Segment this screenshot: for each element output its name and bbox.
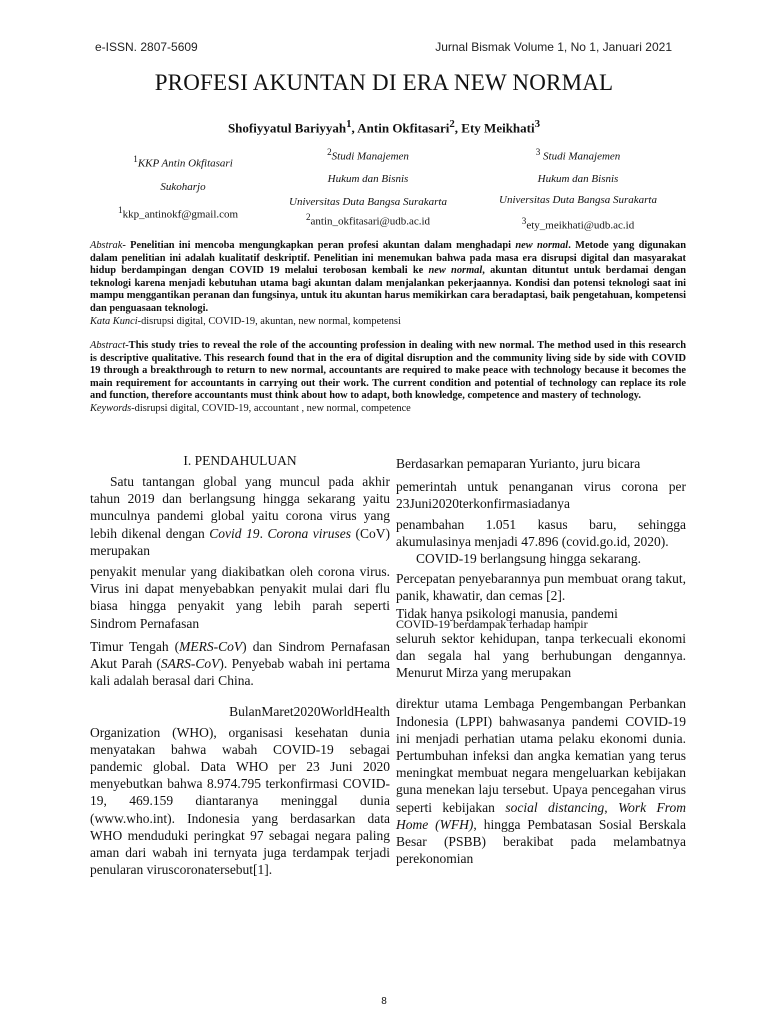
left-paragraph-4: BulanMaret2020WorldHealth	[229, 704, 390, 720]
author-3-sup: 3	[534, 118, 541, 130]
author-3: Ety Meikhati	[461, 120, 535, 136]
right-paragraph-6a: Tidak hanya psikologi manusia, pandemi	[396, 605, 618, 621]
right-paragraph-2: pemerintah untuk penanganan virus corona per 23Juni2020terkonfirmasiadanya	[396, 479, 686, 512]
right-paragraph-8: direktur utama Lembaga Pengembangan Perbankan Indonesia (LPPI) bahwasanya pandemi COVID-19 ini menjadi perhatian utama pelaku ekonomi dunia. Pertumbuhan infeksi dan angka kematian yang terus meningkat membuat negara mengeluarkan kebijakan guna menekan laju tersebut. Upaya pencegahan virus seperti kebijakan social distancing, Work From Home (WFH), hingga Pembatasan Sosial Berskala Besar (PSBB) berakibat pada melambatnya perekonomian	[396, 696, 687, 867]
affiliation-2-email: antin_okfitasari@udb.ac.id	[310, 215, 431, 228]
right-column	[396, 455, 686, 867]
affiliation-1-email: kkp_antinokf@gmail.com	[122, 208, 239, 221]
abstract-label: Abstract	[90, 340, 126, 351]
right-paragraph-5: Percepatan penyebarannya pun membuat orang takut, panik, khawatir, dan cemas [2].	[396, 571, 686, 604]
right-paragraph-7: seluruh sektor kehidupan, tanpa terkecuali ekonomi dan segala hal yang berhubungan dengannya. Menurut Mirza yang merupakan	[396, 630, 686, 681]
left-column	[90, 473, 390, 878]
affiliation-3: $^3$ Studi Manajemen Hukum dan Bisnis Universitas Duta Bangsa Surakarta $^3$ety_meikhati@udb.ac.id	[499, 147, 657, 232]
kata-kunci-text: -disrupsi digital, COVID-19, akuntan, new normal, kompetensi	[137, 315, 401, 327]
keywords	[90, 403, 686, 416]
author-2-sup: 2	[449, 118, 455, 130]
affiliation-3-email: ety_meikhati@udb.ac.id	[526, 219, 635, 232]
left-paragraph-1: Satu tantangan global yang muncul pada akhir tahun 2019 dan berlangsung hingga sekarang yaitu munculnya pandemi global yaitu corona virus yang lebih dikenal dengan Covid 19. Corona viruses (CoV) merupakan	[90, 474, 391, 558]
left-paragraph-5: Organization (WHO), organisasi kesehatan dunia menyatakan bahwa wabah COVID-19 sebagai pandemic global. Data WHO per 23 Juni 2020 menyebutkan bahwa 8.974.795 terkonfirmasi COVID-19, 469.159 diantaranya meninggal dunia (www.who.int). Indonesia yang berdasarkan data WHO menduduki peringkat 97 sebagai negara paling aman dari wabah ini ternyata juga terdampak terjadi penularan viruscoronatersebut[1].	[90, 724, 390, 878]
abstrak-text: Abstrak- Penelitian ini mencoba mengungkapkan peran profesi akuntan dalam menghadapi new normal. Metode yang digunakan dalam penelitian ini adalah kualitatif deskriptif. Penelitian ini menemukan bahwa pada masa era disrupsi digital dan masyarakat hidup berdampingan dengan COVID 19 melalui terobosan kembali ke new normal, akuntan dituntut untuk berdamai dengan teknologi karena menjadi kebutuhan utama bagi akuntan dalam menjalankan pekerjaannya. Kondisi dan potensi teknologi saat ini mampu menggantikan peranan dan fungsinya, untuk itu akuntan harus memikirkan cara beradaptasi, baik pengetahuan, kompetensi dan penguasaan teknologi.	[90, 240, 686, 314]
left-paragraph-3: Timur Tengah (MERS-CoV) dan Sindrom Pernafasan Akut Parah (SARS-CoV). Penyebab wabah ini pertama kali adalah berasal dari China.	[90, 638, 391, 689]
right-paragraph-3: penambahan 1.051 kasus baru, sehingga akumulasinya menjadi 47.896 (covid.go.id, 2020).	[396, 516, 686, 549]
abstract-text: Abstract-This study tries to reveal the role of the accounting profession in dealing with new normal. The method used in this research is descriptive qualitative. This research found that in the era of digital disruption and the community living side by side with COVID 19 through a breakthrough to return to new normal, accountants are required to make peace with technology because it becomes the main requirement for accountants in carrying out their work. The current condition and potential of technology can replace its role and function, therefore accountants must think about how to adapt, both knowledge, competence and mastery of technology.	[90, 340, 686, 402]
issn-label: e-ISSN. 2807-5609	[95, 40, 198, 54]
page-header	[95, 40, 672, 54]
kata-kunci	[90, 316, 686, 329]
abstrak-section	[90, 240, 686, 328]
author-1-sup: 1	[346, 118, 352, 130]
page-number: 8	[381, 996, 387, 1007]
affiliation-2-line3: Universitas Duta Bangsa Surakarta	[289, 195, 447, 208]
abstract-section	[90, 340, 686, 416]
left-paragraph-2: penyakit menular yang diakibatkan oleh corona virus. Virus ini dapat menyebabkan penyakit mulai dari flu biasa hingga penyakit yang lebih parah seperti Sindrom Pernafasan	[90, 564, 390, 631]
affiliation-1-line1: KKP Antin Okfitasari	[137, 157, 233, 170]
kata-kunci-label: Kata Kunci	[90, 315, 138, 327]
keywords-label: Keywords	[90, 402, 132, 414]
affiliation-2-line1: Studi Manajemen	[331, 150, 409, 163]
abstrak-label: Abstrak	[90, 240, 123, 251]
author-list: Shofiyyatul Bariyyah$^1$, Antin Okfitasari$^2$, Ety Meikhati$^3$	[227, 118, 541, 136]
affiliation-2-line2: Hukum dan Bisnis	[327, 172, 409, 185]
paper-title: PROFESI AKUNTAN DI ERA NEW NORMAL	[154, 70, 614, 95]
affiliation-1-line2: Sukoharjo	[160, 180, 206, 193]
keywords-text: -disrupsi digital, COVID-19, accountant , new normal, competence	[131, 402, 411, 414]
section-heading: I. PENDAHULUAN	[183, 453, 297, 468]
affiliation-3-line1: Studi Manajemen	[540, 150, 621, 163]
journal-label: Jurnal Bismak Volume 1, No 1, Januari 2021	[435, 40, 672, 54]
affiliation-3-line2: Hukum dan Bisnis	[537, 172, 619, 185]
author-1: Shofiyyatul Bariyyah	[227, 120, 347, 136]
affiliation-1: $^1$KKP Antin Okfitasari Sukoharjo $^1$kkp_antinokf@gmail.com	[118, 154, 239, 221]
author-2: Antin Okfitasari	[357, 120, 450, 136]
right-paragraph-6b: COVID-19 berdampak terhadap hampir	[396, 616, 588, 631]
right-paragraph-4: COVID-19 berlangsung hingga sekarang.	[416, 551, 641, 567]
affiliation-3-line3: Universitas Duta Bangsa Surakarta	[499, 193, 657, 206]
affiliation-2: $^2$Studi Manajemen Hukum dan Bisnis Universitas Duta Bangsa Surakarta $^2$antin_okfitasari@udb.ac.id	[289, 147, 447, 228]
right-paragraph-1: Berdasarkan pemaparan Yurianto, juru bicara	[396, 456, 641, 471]
